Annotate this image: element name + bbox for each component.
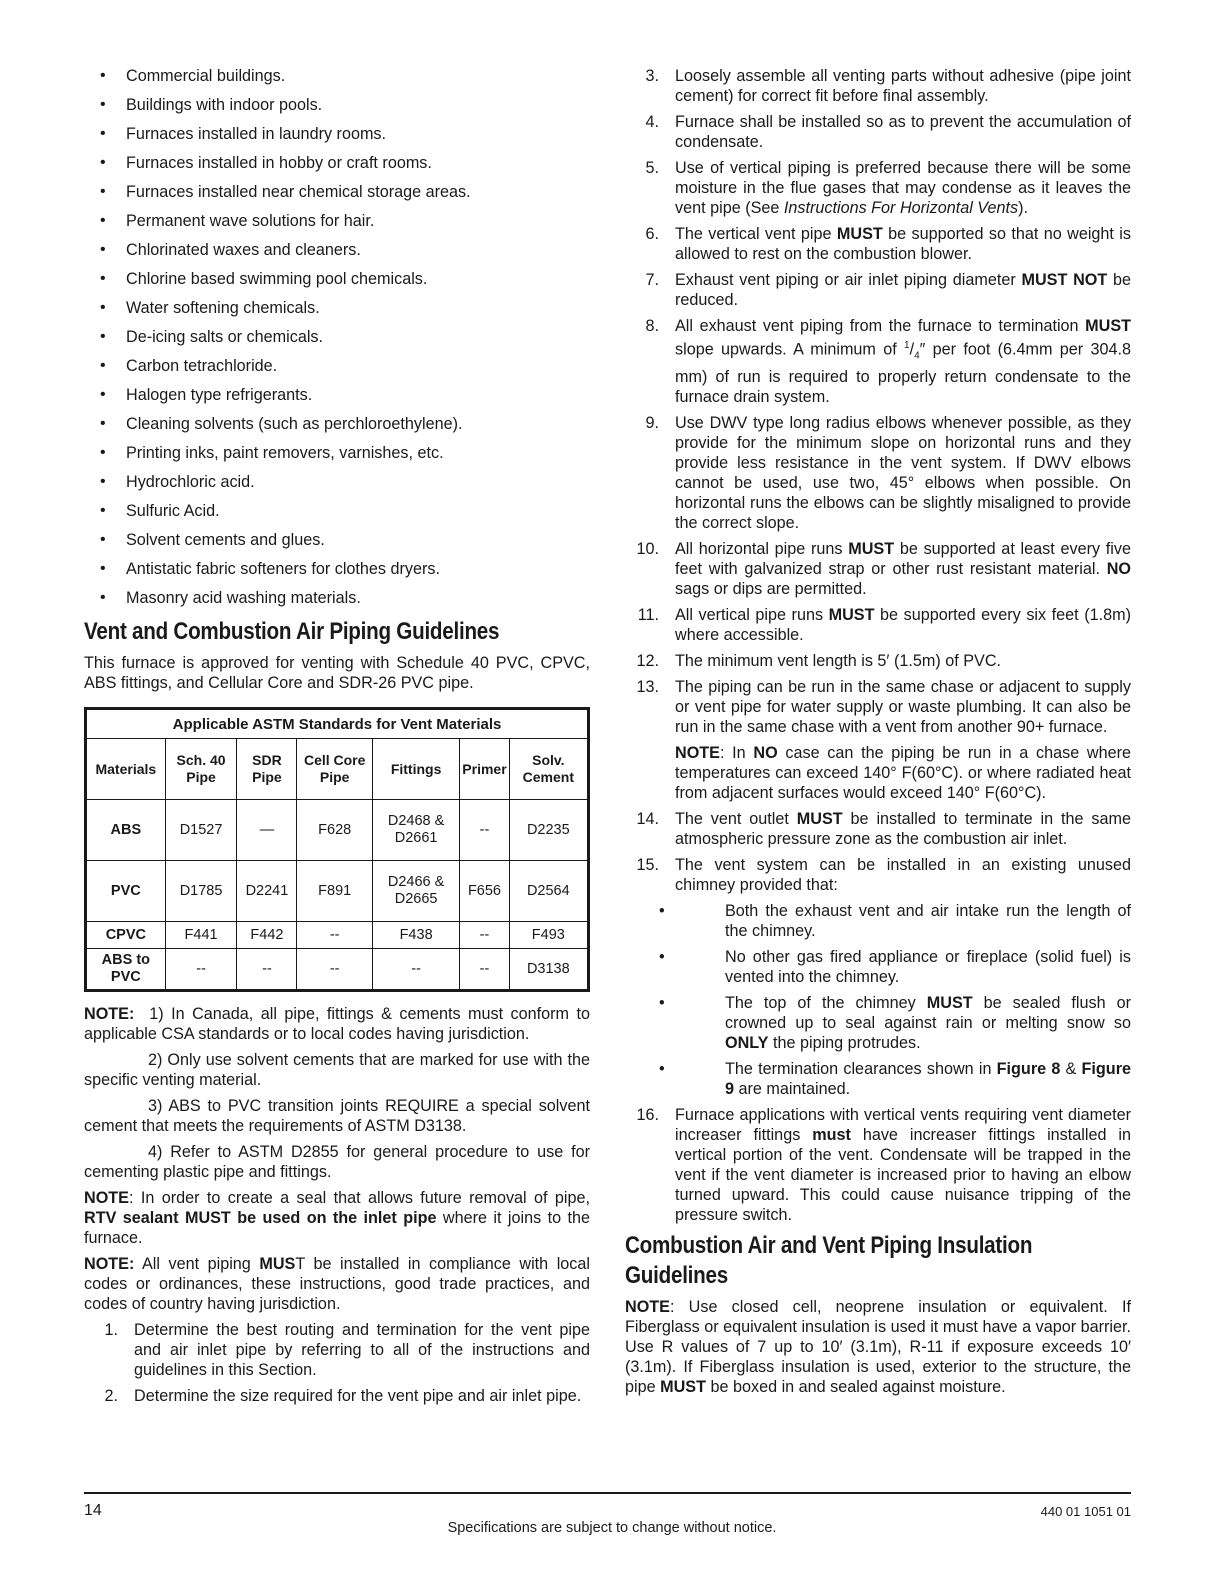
step-text: ). [1018, 199, 1028, 217]
table-row [86, 800, 589, 861]
step-item [84, 1386, 590, 1406]
insulation-section-heading: Combustion Air and Vent Piping Insulation Guidelines [625, 1231, 1033, 1289]
note-emphasis: MUS [259, 1255, 296, 1273]
note-text: where it joins to the furnace. [84, 1209, 590, 1247]
vent-intro: This furnace is approved for venting with Schedule 40 PVC, CPVC, ABS fittings, and Cellular Core and SDR-26 PVC pipe. [84, 654, 590, 692]
step-item [625, 1105, 1131, 1225]
step-number: 7. [645, 271, 659, 289]
step-text: be installed to terminate in the same atmospheric pressure zone as the combustion air inlet. [675, 809, 1131, 848]
step-number: 2. [104, 1387, 118, 1405]
list-item: • Sulfuric Acid. [84, 501, 590, 521]
fraction-denominator: 4 [914, 350, 920, 362]
table-cell: — [237, 800, 297, 861]
material-cell: PVC [86, 861, 166, 922]
item-text: be sealed flush or crowned up to seal against rain or melting snow so [725, 993, 1131, 1032]
note-label: NOTE: [84, 1005, 135, 1023]
table-cell: F441 [165, 922, 237, 949]
step-item [625, 855, 1131, 1099]
step-emphasis: MUST [836, 225, 883, 243]
list-item: • Commercial buildings. [84, 66, 590, 86]
hazard-list [84, 66, 590, 608]
cross-reference: Instructions For Horizontal Vents [783, 199, 1019, 217]
note-label: NOTE: [84, 1255, 135, 1273]
step-item [625, 809, 1131, 849]
list-item: • Hydrochloric acid. [84, 472, 590, 492]
note-text: case can the piping be run in a chase where temperatures can exceed 140° F(60°C). or where radiated heat from adjacent surfaces would exceed 140° F(60°C). [675, 743, 1132, 802]
step-number: 12. [636, 651, 659, 670]
table-cell: F493 [509, 922, 588, 949]
table-cell: D1785 [165, 861, 237, 922]
step-text: Furnace shall be installed so as to prevent the accumulation of condensate. [675, 113, 1131, 151]
step-item [625, 651, 1131, 671]
item-text: the piping protrudes. [768, 1033, 921, 1052]
step-text: have increaser fittings installed in vertical portion of the vent. Condensate will be trapped in the vent if the vent diameter is increased prior to having an elbow turned upward. This could cause nuisance tripping of the pressure switch. [675, 1125, 1131, 1224]
vent-section-heading: Vent and Combustion Air Piping Guidelines [84, 618, 500, 645]
list-item: • Chlorinated waxes and cleaners. [84, 240, 590, 260]
table-row [86, 861, 589, 922]
step-text: All exhaust vent piping from the furnace to termination [675, 317, 1086, 335]
table-cell: -- [237, 949, 297, 991]
step-number: 10. [636, 539, 659, 558]
table-cell: F628 [297, 800, 372, 861]
step-text: The piping can be run in the same chase or adjacent to supply or vent pipe for water supply or waste plumbing. It can also be run in the same chase with a vent from another 90+ furnace. [675, 677, 1131, 736]
step-text: The vent system can be installed in an existing unused chimney provided that: [675, 855, 1131, 894]
list-item: • Halogen type refrigerants. [84, 385, 590, 405]
step-item [625, 413, 1131, 533]
list-item: • Water softening chemicals. [84, 298, 590, 318]
table-cell: D2466 & D2665 [372, 861, 459, 922]
astm-standards-table [84, 707, 590, 992]
step-emphasis: MUST NOT [1021, 271, 1108, 289]
footer-divider [84, 1492, 1131, 1494]
step-item [84, 1320, 590, 1380]
note-label: NOTE [675, 743, 720, 762]
step-number: 6. [645, 225, 659, 243]
step-number: 5. [645, 159, 659, 177]
step-text: be supported every six feet (1.8m) where accessible. [675, 605, 1132, 644]
step-number: 13. [636, 677, 659, 696]
step-text: Determine the best routing and termination for the vent pipe and air inlet pipe by referring to all of the instructions and guidelines in this Section. [134, 1321, 590, 1379]
figure-reference: Figure 9 [725, 1059, 1131, 1098]
table-cell: D1527 [165, 800, 237, 861]
note-solvent: 2) Only use solvent cements that are marked for use with the specific venting material. [84, 1051, 590, 1089]
list-item: • Furnaces installed in hobby or craft rooms. [84, 153, 590, 173]
table-cell: D2235 [509, 800, 588, 861]
note-text: T be installed in compliance with local codes or ordinances, these instructions, good trade practices, and codes of country having jurisdiction. [84, 1255, 590, 1313]
table-title: Applicable ASTM Standards for Vent Materials [86, 709, 589, 739]
step-text: Furnace applications with vertical vents requiring vent diameter increaser fittings [675, 1105, 1131, 1144]
item-text: & [1060, 1059, 1082, 1078]
material-cell: ABS to PVC [86, 949, 166, 991]
right-column [625, 66, 1131, 1403]
note-text: All vent piping [134, 1255, 260, 1273]
chase-note [675, 743, 1131, 803]
list-item [675, 993, 1131, 1053]
step-text: sags or dips are permitted. [675, 579, 867, 598]
note-canada [84, 1004, 590, 1044]
column-header: Solv. Cement [509, 739, 588, 800]
column-header: Primer [460, 739, 509, 800]
step-text: Exhaust vent piping or air inlet piping diameter [675, 271, 1022, 289]
table-cell: F891 [297, 861, 372, 922]
step-number: 1. [104, 1321, 118, 1339]
step-text: The minimum vent length is 5′ (1.5m) of PVC. [675, 651, 1002, 670]
note-emphasis: RTV sealant MUST be used on the inlet pipe [84, 1209, 437, 1227]
list-item: • Carbon tetrachloride. [84, 356, 590, 376]
note-label: NOTE [84, 1189, 129, 1207]
material-cell: CPVC [86, 922, 166, 949]
page-number: 14 [84, 1502, 102, 1519]
step-text: Use of vertical piping is preferred because there will be some moisture in the flue gases that may condense as it leaves the vent pipe (See [675, 159, 1131, 217]
table-cell: -- [460, 800, 509, 861]
step-number: 8. [645, 317, 659, 335]
table-cell: -- [372, 949, 459, 991]
left-column [84, 66, 590, 1412]
step-text: Determine the size required for the vent pipe and air inlet pipe. [134, 1387, 582, 1405]
note-rtv [84, 1188, 590, 1248]
list-item: • Furnaces installed near chemical storage areas. [84, 182, 590, 202]
note-text: be boxed in and sealed against moisture. [705, 1377, 1006, 1396]
list-item: • Buildings with indoor pools. [84, 95, 590, 115]
step-item [625, 66, 1131, 106]
insulation-note [625, 1297, 1131, 1397]
step-item [625, 605, 1131, 645]
note-astm: 4) Refer to ASTM D2855 for general procedure to use for cementing plastic pipe and fittings. [84, 1143, 590, 1181]
step-text: All vertical pipe runs [675, 605, 829, 624]
note-codes [84, 1254, 590, 1314]
table-cell: -- [297, 922, 372, 949]
list-item: • Chlorine based swimming pool chemicals. [84, 269, 590, 289]
step-emphasis: MUST [796, 809, 843, 828]
table-cell: -- [460, 949, 509, 991]
step-text: Loosely assemble all venting parts without adhesive (pipe joint cement) for correct fit before final assembly. [675, 67, 1131, 105]
step-list [84, 1320, 590, 1406]
list-item: • Antistatic fabric softeners for clothes dryers. [84, 559, 590, 579]
step-list [625, 66, 1131, 1225]
step-emphasis: must [812, 1125, 851, 1144]
list-item: • No other gas fired appliance or fireplace (solid fuel) is vented into the chimney. [675, 947, 1131, 987]
step-number: 16. [636, 1105, 659, 1124]
step-text: ″ per foot (6.4mm per 304.8 mm) of run is required to properly return condensate to the furnace drain system. [675, 340, 1131, 406]
table-row [86, 922, 589, 949]
step-emphasis: NO [1106, 559, 1131, 578]
step-text: be supported so that no weight is allowed to rest on the combustion blower. [675, 225, 1131, 263]
step-text: The vent outlet [675, 809, 797, 828]
step-text: All horizontal pipe runs [675, 539, 849, 558]
item-text: are maintained. [734, 1079, 851, 1098]
fraction-numerator: 1 [904, 340, 910, 351]
step-text: be supported at least every five feet with galvanized strap or other rust resistant material. [675, 539, 1131, 578]
step-number: 11. [637, 605, 659, 624]
note-emphasis: NO [753, 743, 778, 762]
column-header: Fittings [372, 739, 459, 800]
list-item: • Permanent wave solutions for hair. [84, 211, 590, 231]
note-text: : Use closed cell, neoprene insulation or equivalent. If Fiberglass or equivalent insulation is used it must have a vapor barrier. Use R values of 7 up to 10′ (3.1m), R-11 if exposure exceeds 10′ (3.1m). If Fiberglass insulation is used, exterior to the structure, the pipe [625, 1297, 1131, 1396]
material-cell: ABS [86, 800, 166, 861]
note-transition: 3) ABS to PVC transition joints REQUIRE a special solvent cement that meets the requirements of ASTM D3138. [84, 1097, 590, 1135]
chimney-conditions [675, 901, 1131, 1099]
table-cell: D2468 & D2661 [372, 800, 459, 861]
list-item: • Masonry acid washing materials. [84, 588, 590, 608]
step-item [625, 539, 1131, 599]
list-item: • Cleaning solvents (such as perchloroethylene). [84, 414, 590, 434]
note-label: NOTE [625, 1297, 670, 1316]
step-item [625, 224, 1131, 264]
step-emphasis: MUST [828, 605, 875, 624]
table-cell: D2564 [509, 861, 588, 922]
step-emphasis: MUST [848, 539, 895, 558]
step-text: be reduced. [675, 271, 1131, 309]
item-emphasis: ONLY [725, 1033, 769, 1052]
step-number: 15. [636, 855, 659, 874]
step-item [625, 112, 1131, 152]
table-cell: D3138 [509, 949, 588, 991]
item-text: The termination clearances shown in [725, 1059, 997, 1078]
table-cell: -- [165, 949, 237, 991]
step-number: 14. [636, 809, 659, 828]
table-row [86, 949, 589, 991]
document-id: 440 01 1051 01 [1040, 1504, 1131, 1519]
note-emphasis: MUST [660, 1377, 706, 1396]
step-number: 4. [645, 113, 659, 131]
table-cell: F438 [372, 922, 459, 949]
step-item: 8. All exhaust vent piping from the furnace to termination MUST slope upwards. A minimum of $^1/_4''$ per foot (6.4mm per 304.8 mm) of run is required to properly return condensate to the furnace drain system. [625, 316, 1131, 407]
column-header: Materials [86, 739, 166, 800]
list-item: • Printing inks, paint removers, varnishes, etc. [84, 443, 590, 463]
step-number: 9. [645, 413, 659, 432]
column-header: SDR Pipe [237, 739, 297, 800]
step-text: Use DWV type long radius elbows whenever possible, as they provide for the minimum slope on horizontal runs and they provide less resistance in the vent system. If DWV elbows cannot be used, use two, 45° elbows when possible. On horizontal runs the elbows can be slightly misaligned to provide the correct slope. [675, 413, 1131, 532]
list-item: • Both the exhaust vent and air intake run the length of the chimney. [675, 901, 1131, 941]
step-item [625, 158, 1131, 218]
step-item [625, 270, 1131, 310]
table-cell: D2241 [237, 861, 297, 922]
figure-reference: Figure 8 [996, 1059, 1061, 1078]
note-text: : In [719, 743, 754, 762]
table-cell: -- [460, 922, 509, 949]
column-header: Cell Core Pipe [297, 739, 372, 800]
step-item [625, 677, 1131, 803]
list-item [675, 1059, 1131, 1099]
item-emphasis: MUST [926, 993, 973, 1012]
step-emphasis: MUST [1085, 317, 1131, 335]
table-cell: F656 [460, 861, 509, 922]
note-text: 1) In Canada, all pipe, fittings & cements must conform to applicable CSA standards or to local codes having jurisdiction. [84, 1005, 590, 1043]
table-cell: F442 [237, 922, 297, 949]
column-header: Sch. 40 Pipe [165, 739, 237, 800]
note-text: : In order to create a seal that allows future removal of pipe, [128, 1189, 590, 1207]
table-cell: -- [297, 949, 372, 991]
item-text: The top of the chimney [725, 993, 927, 1012]
list-item: • Solvent cements and glues. [84, 530, 590, 550]
list-item: • Furnaces installed in laundry rooms. [84, 124, 590, 144]
step-text: slope upwards. A minimum of [675, 340, 905, 359]
footer-disclaimer: Specifications are subject to change without notice. [447, 1520, 777, 1536]
step-number: 3. [645, 67, 659, 85]
list-item: • De-icing salts or chemicals. [84, 327, 590, 347]
step-text: The vertical vent pipe [675, 225, 837, 243]
